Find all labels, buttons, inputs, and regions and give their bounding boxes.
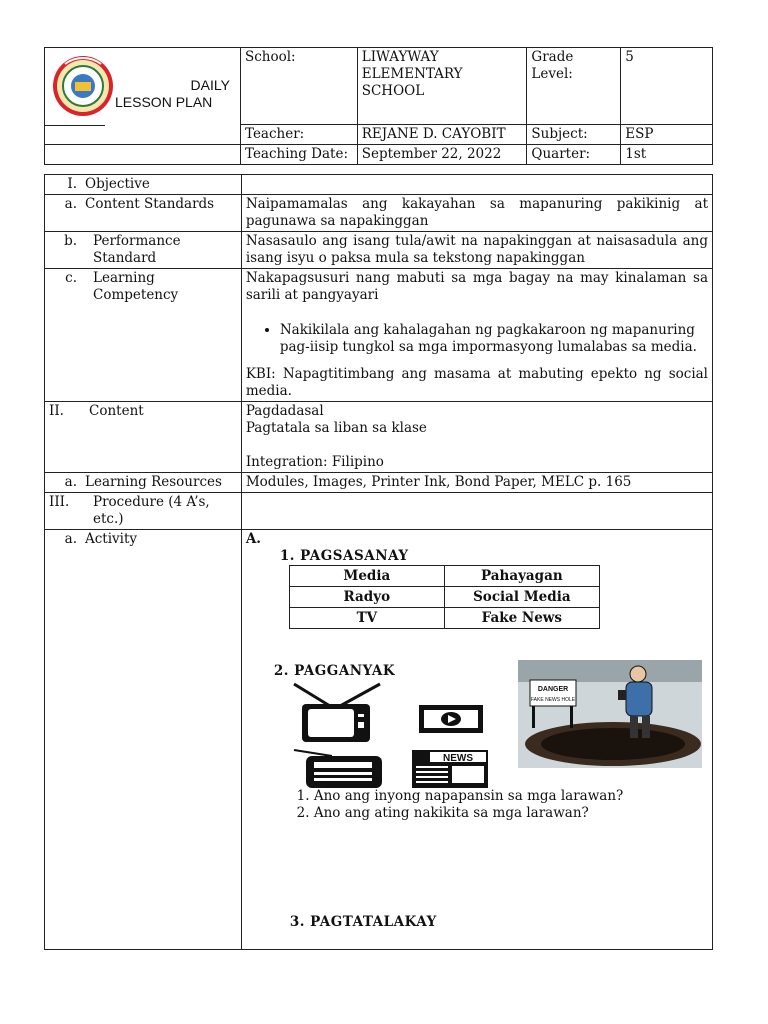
content-standards-label: a. Content Standards — [45, 195, 242, 232]
media-table — [289, 565, 600, 629]
table-cell: Pahayagan — [444, 566, 599, 587]
content-cell — [241, 402, 712, 473]
school-seal-icon — [51, 54, 115, 118]
tv-icon — [292, 682, 382, 742]
grade-value: 5 — [621, 48, 713, 125]
subject-label: Subject: — [527, 125, 621, 145]
section-a: A. — [245, 531, 262, 547]
svg-text:DANGER: DANGER — [537, 686, 568, 693]
pagtatalakay-heading: 3. PAGTATALAKAY — [289, 914, 437, 930]
table-cell: Social Media — [444, 587, 599, 608]
pagganyak-heading: 2. PAGGANYAK — [273, 663, 396, 679]
quarter-value: 1st — [621, 145, 713, 165]
video-play-icon — [418, 704, 484, 734]
lesson-table — [44, 174, 713, 950]
learning-resources-label: a. Learning Resources — [45, 473, 242, 493]
competency-text: Nakapagsusuri nang mabuti sa mga bagay na may kinalaman sa sarili at pangyayari — [245, 270, 708, 303]
procedure-heading: III. Procedure (4 A’s, etc.) — [45, 493, 242, 530]
newspaper-icon — [412, 748, 490, 788]
teacher-label: Teacher: — [240, 125, 357, 145]
grade-label: Grade Level: — [527, 48, 621, 125]
activity-label: a. Activity — [45, 530, 242, 950]
question-list — [246, 788, 708, 822]
date-label: Teaching Date: — [240, 145, 357, 165]
content-line-3: Integration: Filipino — [245, 454, 384, 470]
competency-bullet: • Nakikilala ang kahalagahan ng pagkakaroon ng mapanuring pag-iisip tungkol sa mga impormasyong lumalabas sa media. — [280, 322, 708, 356]
svg-text:NEWS: NEWS — [442, 753, 473, 764]
content-heading: II. Content — [45, 402, 242, 473]
date-value: September 22, 2022 — [357, 145, 527, 165]
content-line-1: Pagdadasal — [245, 403, 324, 419]
quarter-label: Quarter: — [527, 145, 621, 165]
school-label: School: — [240, 48, 357, 125]
logo-title-cell — [45, 48, 241, 125]
header-table — [44, 47, 713, 165]
title-daily: DAILY — [190, 77, 230, 93]
fake-news-cartoon — [518, 660, 702, 768]
table-cell: Media — [289, 566, 444, 587]
performance-standard-label: b. Performance Standard — [45, 232, 242, 269]
blank-cell — [45, 125, 241, 145]
svg-text:FAKE NEWS HOLE: FAKE NEWS HOLE — [530, 697, 575, 703]
kbi-text: KBI: Napagtitimbang ang masama at mabuting epekto ng social media. — [245, 366, 708, 399]
subject-value: ESP — [621, 125, 713, 145]
learning-competency-cell — [241, 269, 712, 402]
question-item: 1. Ano ang inyong napapansin sa mga larawan? — [314, 788, 708, 805]
teacher-value: REJANE D. CAYOBIT — [357, 125, 527, 145]
learning-competency-label: c. Learning Competency — [45, 269, 242, 402]
content-standards-text: Naipamamalas ang kakayahan sa mapanuring pakikinig at pagunawa sa napakinggan — [241, 195, 712, 232]
activity-cell — [241, 530, 712, 950]
content-line-2: Pagtatala sa liban sa klase — [245, 420, 427, 436]
learning-resources-text: Modules, Images, Printer Ink, Bond Paper, MELC p. 165 — [241, 473, 712, 493]
question-item: 2. Ano ang ating nakikita sa mga larawan? — [314, 805, 708, 822]
objective-heading: I. Objective — [45, 175, 242, 195]
table-cell: TV — [289, 608, 444, 629]
pagsasanay-heading: 1. PAGSASANAY — [279, 548, 409, 564]
table-cell: Fake News — [444, 608, 599, 629]
title-lesson-plan: LESSON PLAN — [115, 94, 213, 110]
blank-cell — [45, 145, 241, 165]
table-cell: Radyo — [289, 587, 444, 608]
performance-standard-text: Nasasaulo ang isang tula/awit na napakinggan at naisasadula ang isang isyu o paksa mula sa tekstong napakinggan — [241, 232, 712, 269]
radio-icon — [292, 748, 384, 788]
school-value: LIWAYWAY ELEMENTARY SCHOOL — [357, 48, 527, 125]
